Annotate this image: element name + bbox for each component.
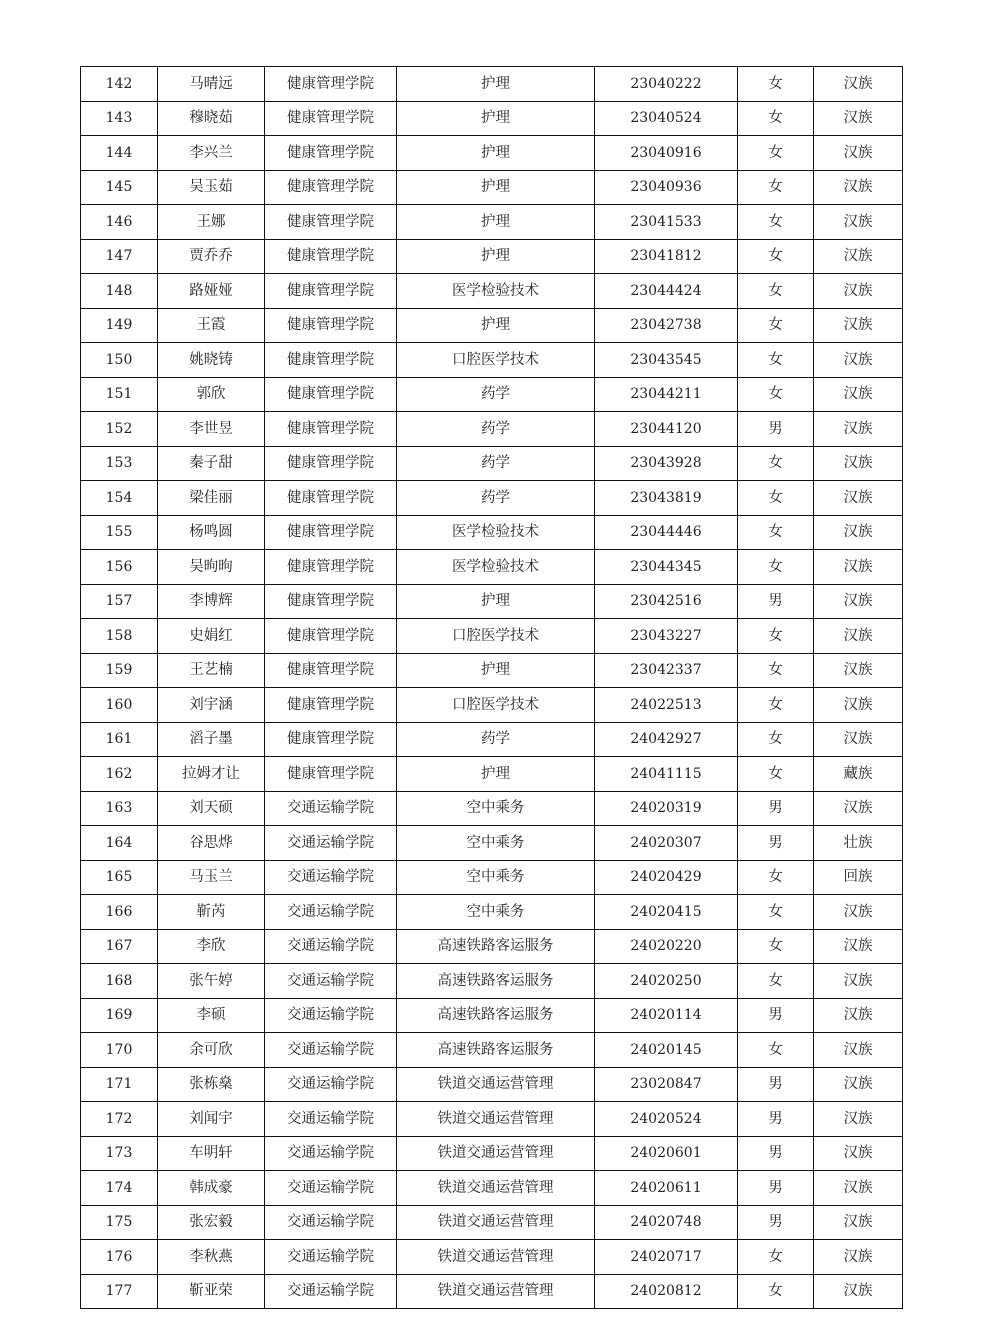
table-row bbox=[81, 205, 903, 240]
student-name-cell: 梁佳丽 bbox=[158, 481, 265, 516]
table-row bbox=[81, 619, 903, 654]
gender-cell: 男 bbox=[738, 1205, 814, 1240]
student-name-cell: 李欣 bbox=[158, 929, 265, 964]
gender-cell: 女 bbox=[738, 1274, 814, 1309]
major-cell: 医学检验技术 bbox=[397, 515, 595, 550]
student-name-cell: 李博辉 bbox=[158, 584, 265, 619]
gender-cell: 男 bbox=[738, 791, 814, 826]
student-name-cell: 刘天硕 bbox=[158, 791, 265, 826]
ethnicity-cell: 汉族 bbox=[814, 343, 903, 378]
major-cell: 护理 bbox=[397, 757, 595, 792]
gender-cell: 男 bbox=[738, 1171, 814, 1206]
student-id-cell: 24020307 bbox=[595, 826, 738, 861]
table-row bbox=[81, 1033, 903, 1068]
gender-cell: 女 bbox=[738, 619, 814, 654]
ethnicity-cell: 汉族 bbox=[814, 377, 903, 412]
gender-cell: 女 bbox=[738, 929, 814, 964]
college-cell: 健康管理学院 bbox=[265, 205, 397, 240]
ethnicity-cell: 汉族 bbox=[814, 1171, 903, 1206]
table-row bbox=[81, 412, 903, 447]
ethnicity-cell: 汉族 bbox=[814, 1205, 903, 1240]
student-id-cell: 24020250 bbox=[595, 964, 738, 999]
table-body bbox=[81, 67, 903, 1309]
student-id-cell: 23040936 bbox=[595, 170, 738, 205]
college-cell: 健康管理学院 bbox=[265, 515, 397, 550]
ethnicity-cell: 汉族 bbox=[814, 446, 903, 481]
row-number-cell: 147 bbox=[81, 239, 158, 274]
ethnicity-cell: 汉族 bbox=[814, 998, 903, 1033]
table-row bbox=[81, 1274, 903, 1309]
major-cell: 空中乘务 bbox=[397, 895, 595, 930]
ethnicity-cell: 汉族 bbox=[814, 1274, 903, 1309]
major-cell: 护理 bbox=[397, 170, 595, 205]
student-name-cell: 李硕 bbox=[158, 998, 265, 1033]
table-row bbox=[81, 653, 903, 688]
row-number-cell: 164 bbox=[81, 826, 158, 861]
major-cell: 铁道交通运营管理 bbox=[397, 1205, 595, 1240]
ethnicity-cell: 汉族 bbox=[814, 1102, 903, 1137]
row-number-cell: 145 bbox=[81, 170, 158, 205]
major-cell: 口腔医学技术 bbox=[397, 688, 595, 723]
gender-cell: 女 bbox=[738, 1033, 814, 1068]
major-cell: 医学检验技术 bbox=[397, 274, 595, 309]
student-name-cell: 张午婷 bbox=[158, 964, 265, 999]
student-id-cell: 24020601 bbox=[595, 1136, 738, 1171]
table-row bbox=[81, 584, 903, 619]
college-cell: 健康管理学院 bbox=[265, 308, 397, 343]
college-cell: 交通运输学院 bbox=[265, 1205, 397, 1240]
college-cell: 健康管理学院 bbox=[265, 481, 397, 516]
row-number-cell: 163 bbox=[81, 791, 158, 826]
student-id-cell: 23020847 bbox=[595, 1067, 738, 1102]
table-row bbox=[81, 1102, 903, 1137]
student-id-cell: 23044120 bbox=[595, 412, 738, 447]
table-row bbox=[81, 550, 903, 585]
student-id-cell: 23043928 bbox=[595, 446, 738, 481]
table-row bbox=[81, 688, 903, 723]
row-number-cell: 171 bbox=[81, 1067, 158, 1102]
gender-cell: 女 bbox=[738, 860, 814, 895]
major-cell: 空中乘务 bbox=[397, 860, 595, 895]
student-id-cell: 23041812 bbox=[595, 239, 738, 274]
table-row bbox=[81, 1136, 903, 1171]
table-row bbox=[81, 895, 903, 930]
table-row bbox=[81, 67, 903, 102]
gender-cell: 女 bbox=[738, 481, 814, 516]
student-id-cell: 23040524 bbox=[595, 101, 738, 136]
student-name-cell: 滔子墨 bbox=[158, 722, 265, 757]
table-row bbox=[81, 998, 903, 1033]
student-name-cell: 马玉兰 bbox=[158, 860, 265, 895]
table-row bbox=[81, 757, 903, 792]
gender-cell: 男 bbox=[738, 826, 814, 861]
student-id-cell: 23040916 bbox=[595, 136, 738, 171]
college-cell: 交通运输学院 bbox=[265, 929, 397, 964]
student-name-cell: 贾乔乔 bbox=[158, 239, 265, 274]
student-name-cell: 拉姆才让 bbox=[158, 757, 265, 792]
major-cell: 药学 bbox=[397, 481, 595, 516]
major-cell: 口腔医学技术 bbox=[397, 619, 595, 654]
table-row bbox=[81, 136, 903, 171]
student-name-cell: 余可欣 bbox=[158, 1033, 265, 1068]
student-id-cell: 24020717 bbox=[595, 1240, 738, 1275]
college-cell: 交通运输学院 bbox=[265, 998, 397, 1033]
row-number-cell: 155 bbox=[81, 515, 158, 550]
gender-cell: 女 bbox=[738, 550, 814, 585]
student-id-cell: 24020748 bbox=[595, 1205, 738, 1240]
gender-cell: 女 bbox=[738, 446, 814, 481]
student-name-cell: 李世昱 bbox=[158, 412, 265, 447]
ethnicity-cell: 汉族 bbox=[814, 1033, 903, 1068]
student-name-cell: 王艺楠 bbox=[158, 653, 265, 688]
major-cell: 护理 bbox=[397, 101, 595, 136]
student-name-cell: 刘宇涵 bbox=[158, 688, 265, 723]
table-row bbox=[81, 929, 903, 964]
student-name-cell: 王霞 bbox=[158, 308, 265, 343]
major-cell: 药学 bbox=[397, 446, 595, 481]
table-row bbox=[81, 791, 903, 826]
major-cell: 护理 bbox=[397, 653, 595, 688]
major-cell: 护理 bbox=[397, 205, 595, 240]
ethnicity-cell: 回族 bbox=[814, 860, 903, 895]
gender-cell: 女 bbox=[738, 757, 814, 792]
major-cell: 护理 bbox=[397, 308, 595, 343]
student-name-cell: 马晴远 bbox=[158, 67, 265, 102]
gender-cell: 女 bbox=[738, 239, 814, 274]
student-id-cell: 23043545 bbox=[595, 343, 738, 378]
row-number-cell: 168 bbox=[81, 964, 158, 999]
table-row bbox=[81, 481, 903, 516]
table-row bbox=[81, 343, 903, 378]
row-number-cell: 153 bbox=[81, 446, 158, 481]
ethnicity-cell: 汉族 bbox=[814, 929, 903, 964]
major-cell: 铁道交通运营管理 bbox=[397, 1136, 595, 1171]
gender-cell: 女 bbox=[738, 688, 814, 723]
row-number-cell: 175 bbox=[81, 1205, 158, 1240]
student-name-cell: 吴昫昫 bbox=[158, 550, 265, 585]
major-cell: 铁道交通运营管理 bbox=[397, 1171, 595, 1206]
student-name-cell: 王娜 bbox=[158, 205, 265, 240]
row-number-cell: 172 bbox=[81, 1102, 158, 1137]
row-number-cell: 142 bbox=[81, 67, 158, 102]
row-number-cell: 148 bbox=[81, 274, 158, 309]
student-name-cell: 刘闻宇 bbox=[158, 1102, 265, 1137]
row-number-cell: 144 bbox=[81, 136, 158, 171]
major-cell: 护理 bbox=[397, 239, 595, 274]
row-number-cell: 160 bbox=[81, 688, 158, 723]
college-cell: 健康管理学院 bbox=[265, 412, 397, 447]
gender-cell: 女 bbox=[738, 343, 814, 378]
student-id-cell: 24020114 bbox=[595, 998, 738, 1033]
ethnicity-cell: 汉族 bbox=[814, 136, 903, 171]
gender-cell: 女 bbox=[738, 170, 814, 205]
student-name-cell: 郭欣 bbox=[158, 377, 265, 412]
ethnicity-cell: 汉族 bbox=[814, 515, 903, 550]
college-cell: 交通运输学院 bbox=[265, 860, 397, 895]
major-cell: 铁道交通运营管理 bbox=[397, 1067, 595, 1102]
college-cell: 健康管理学院 bbox=[265, 101, 397, 136]
row-number-cell: 149 bbox=[81, 308, 158, 343]
college-cell: 交通运输学院 bbox=[265, 826, 397, 861]
row-number-cell: 161 bbox=[81, 722, 158, 757]
ethnicity-cell: 汉族 bbox=[814, 1136, 903, 1171]
student-name-cell: 靳芮 bbox=[158, 895, 265, 930]
major-cell: 口腔医学技术 bbox=[397, 343, 595, 378]
college-cell: 交通运输学院 bbox=[265, 1136, 397, 1171]
row-number-cell: 157 bbox=[81, 584, 158, 619]
ethnicity-cell: 汉族 bbox=[814, 1240, 903, 1275]
college-cell: 交通运输学院 bbox=[265, 1274, 397, 1309]
student-roster-table bbox=[80, 66, 903, 1309]
table-row bbox=[81, 377, 903, 412]
student-id-cell: 24020429 bbox=[595, 860, 738, 895]
table-row bbox=[81, 101, 903, 136]
student-id-cell: 23043227 bbox=[595, 619, 738, 654]
table-row bbox=[81, 722, 903, 757]
student-id-cell: 24020319 bbox=[595, 791, 738, 826]
table-row bbox=[81, 274, 903, 309]
row-number-cell: 166 bbox=[81, 895, 158, 930]
student-name-cell: 韩成豪 bbox=[158, 1171, 265, 1206]
gender-cell: 女 bbox=[738, 377, 814, 412]
ethnicity-cell: 汉族 bbox=[814, 791, 903, 826]
student-id-cell: 24020611 bbox=[595, 1171, 738, 1206]
student-id-cell: 24022513 bbox=[595, 688, 738, 723]
major-cell: 铁道交通运营管理 bbox=[397, 1102, 595, 1137]
major-cell: 高速铁路客运服务 bbox=[397, 1033, 595, 1068]
ethnicity-cell: 汉族 bbox=[814, 688, 903, 723]
row-number-cell: 167 bbox=[81, 929, 158, 964]
college-cell: 健康管理学院 bbox=[265, 239, 397, 274]
student-name-cell: 谷思烨 bbox=[158, 826, 265, 861]
college-cell: 健康管理学院 bbox=[265, 136, 397, 171]
college-cell: 健康管理学院 bbox=[265, 446, 397, 481]
student-id-cell: 23041533 bbox=[595, 205, 738, 240]
college-cell: 健康管理学院 bbox=[265, 584, 397, 619]
row-number-cell: 146 bbox=[81, 205, 158, 240]
student-name-cell: 吴玉茹 bbox=[158, 170, 265, 205]
ethnicity-cell: 汉族 bbox=[814, 412, 903, 447]
student-id-cell: 23042738 bbox=[595, 308, 738, 343]
student-id-cell: 23040222 bbox=[595, 67, 738, 102]
table-row bbox=[81, 515, 903, 550]
gender-cell: 女 bbox=[738, 136, 814, 171]
student-name-cell: 路娅娅 bbox=[158, 274, 265, 309]
ethnicity-cell: 汉族 bbox=[814, 170, 903, 205]
student-name-cell: 穆晓茹 bbox=[158, 101, 265, 136]
ethnicity-cell: 汉族 bbox=[814, 239, 903, 274]
row-number-cell: 151 bbox=[81, 377, 158, 412]
major-cell: 护理 bbox=[397, 584, 595, 619]
table-row bbox=[81, 1240, 903, 1275]
table-row bbox=[81, 860, 903, 895]
row-number-cell: 154 bbox=[81, 481, 158, 516]
college-cell: 健康管理学院 bbox=[265, 274, 397, 309]
student-name-cell: 杨鸣圆 bbox=[158, 515, 265, 550]
gender-cell: 女 bbox=[738, 101, 814, 136]
row-number-cell: 158 bbox=[81, 619, 158, 654]
row-number-cell: 143 bbox=[81, 101, 158, 136]
major-cell: 药学 bbox=[397, 722, 595, 757]
major-cell: 护理 bbox=[397, 136, 595, 171]
student-id-cell: 23044446 bbox=[595, 515, 738, 550]
gender-cell: 男 bbox=[738, 412, 814, 447]
student-id-cell: 23044424 bbox=[595, 274, 738, 309]
student-id-cell: 23042337 bbox=[595, 653, 738, 688]
row-number-cell: 159 bbox=[81, 653, 158, 688]
student-name-cell: 张栋燊 bbox=[158, 1067, 265, 1102]
gender-cell: 女 bbox=[738, 1240, 814, 1275]
ethnicity-cell: 汉族 bbox=[814, 1067, 903, 1102]
college-cell: 健康管理学院 bbox=[265, 722, 397, 757]
college-cell: 交通运输学院 bbox=[265, 964, 397, 999]
student-name-cell: 史娟红 bbox=[158, 619, 265, 654]
college-cell: 健康管理学院 bbox=[265, 550, 397, 585]
major-cell: 护理 bbox=[397, 67, 595, 102]
table-row bbox=[81, 1171, 903, 1206]
row-number-cell: 156 bbox=[81, 550, 158, 585]
major-cell: 空中乘务 bbox=[397, 791, 595, 826]
college-cell: 健康管理学院 bbox=[265, 757, 397, 792]
gender-cell: 女 bbox=[738, 308, 814, 343]
ethnicity-cell: 汉族 bbox=[814, 550, 903, 585]
table-row bbox=[81, 964, 903, 999]
ethnicity-cell: 汉族 bbox=[814, 722, 903, 757]
table-row bbox=[81, 446, 903, 481]
gender-cell: 女 bbox=[738, 722, 814, 757]
college-cell: 健康管理学院 bbox=[265, 67, 397, 102]
gender-cell: 女 bbox=[738, 895, 814, 930]
gender-cell: 女 bbox=[738, 653, 814, 688]
student-name-cell: 靳亚荣 bbox=[158, 1274, 265, 1309]
student-id-cell: 23044345 bbox=[595, 550, 738, 585]
college-cell: 交通运输学院 bbox=[265, 1240, 397, 1275]
college-cell: 交通运输学院 bbox=[265, 1033, 397, 1068]
student-name-cell: 姚晓铸 bbox=[158, 343, 265, 378]
major-cell: 高速铁路客运服务 bbox=[397, 929, 595, 964]
student-name-cell: 车明轩 bbox=[158, 1136, 265, 1171]
row-number-cell: 152 bbox=[81, 412, 158, 447]
row-number-cell: 177 bbox=[81, 1274, 158, 1309]
table-row bbox=[81, 826, 903, 861]
student-id-cell: 24041115 bbox=[595, 757, 738, 792]
gender-cell: 男 bbox=[738, 1136, 814, 1171]
college-cell: 交通运输学院 bbox=[265, 1102, 397, 1137]
student-id-cell: 23043819 bbox=[595, 481, 738, 516]
student-id-cell: 24020524 bbox=[595, 1102, 738, 1137]
ethnicity-cell: 汉族 bbox=[814, 964, 903, 999]
major-cell: 空中乘务 bbox=[397, 826, 595, 861]
row-number-cell: 173 bbox=[81, 1136, 158, 1171]
row-number-cell: 176 bbox=[81, 1240, 158, 1275]
college-cell: 交通运输学院 bbox=[265, 1067, 397, 1102]
table-row bbox=[81, 170, 903, 205]
major-cell: 铁道交通运营管理 bbox=[397, 1240, 595, 1275]
student-name-cell: 秦子甜 bbox=[158, 446, 265, 481]
gender-cell: 男 bbox=[738, 584, 814, 619]
ethnicity-cell: 汉族 bbox=[814, 67, 903, 102]
ethnicity-cell: 壮族 bbox=[814, 826, 903, 861]
row-number-cell: 150 bbox=[81, 343, 158, 378]
ethnicity-cell: 汉族 bbox=[814, 653, 903, 688]
major-cell: 医学检验技术 bbox=[397, 550, 595, 585]
student-name-cell: 李秋燕 bbox=[158, 1240, 265, 1275]
table-row bbox=[81, 308, 903, 343]
student-id-cell: 24020145 bbox=[595, 1033, 738, 1068]
ethnicity-cell: 汉族 bbox=[814, 619, 903, 654]
gender-cell: 女 bbox=[738, 964, 814, 999]
ethnicity-cell: 汉族 bbox=[814, 481, 903, 516]
table-row bbox=[81, 239, 903, 274]
college-cell: 交通运输学院 bbox=[265, 1171, 397, 1206]
student-id-cell: 23042516 bbox=[595, 584, 738, 619]
college-cell: 交通运输学院 bbox=[265, 895, 397, 930]
major-cell: 药学 bbox=[397, 377, 595, 412]
gender-cell: 女 bbox=[738, 274, 814, 309]
college-cell: 健康管理学院 bbox=[265, 377, 397, 412]
major-cell: 铁道交通运营管理 bbox=[397, 1274, 595, 1309]
college-cell: 健康管理学院 bbox=[265, 343, 397, 378]
row-number-cell: 174 bbox=[81, 1171, 158, 1206]
gender-cell: 男 bbox=[738, 998, 814, 1033]
gender-cell: 女 bbox=[738, 67, 814, 102]
table-row bbox=[81, 1205, 903, 1240]
row-number-cell: 165 bbox=[81, 860, 158, 895]
ethnicity-cell: 汉族 bbox=[814, 205, 903, 240]
college-cell: 健康管理学院 bbox=[265, 653, 397, 688]
ethnicity-cell: 汉族 bbox=[814, 101, 903, 136]
ethnicity-cell: 汉族 bbox=[814, 274, 903, 309]
row-number-cell: 170 bbox=[81, 1033, 158, 1068]
gender-cell: 男 bbox=[738, 1067, 814, 1102]
student-name-cell: 张宏毅 bbox=[158, 1205, 265, 1240]
table-row bbox=[81, 1067, 903, 1102]
row-number-cell: 169 bbox=[81, 998, 158, 1033]
college-cell: 健康管理学院 bbox=[265, 688, 397, 723]
college-cell: 健康管理学院 bbox=[265, 170, 397, 205]
gender-cell: 女 bbox=[738, 515, 814, 550]
student-id-cell: 24020220 bbox=[595, 929, 738, 964]
gender-cell: 女 bbox=[738, 205, 814, 240]
ethnicity-cell: 汉族 bbox=[814, 584, 903, 619]
major-cell: 高速铁路客运服务 bbox=[397, 998, 595, 1033]
ethnicity-cell: 汉族 bbox=[814, 308, 903, 343]
ethnicity-cell: 汉族 bbox=[814, 895, 903, 930]
student-id-cell: 23044211 bbox=[595, 377, 738, 412]
student-id-cell: 24020415 bbox=[595, 895, 738, 930]
student-name-cell: 李兴兰 bbox=[158, 136, 265, 171]
college-cell: 交通运输学院 bbox=[265, 791, 397, 826]
ethnicity-cell: 藏族 bbox=[814, 757, 903, 792]
student-id-cell: 24042927 bbox=[595, 722, 738, 757]
student-id-cell: 24020812 bbox=[595, 1274, 738, 1309]
major-cell: 药学 bbox=[397, 412, 595, 447]
gender-cell: 男 bbox=[738, 1102, 814, 1137]
college-cell: 健康管理学院 bbox=[265, 619, 397, 654]
row-number-cell: 162 bbox=[81, 757, 158, 792]
major-cell: 高速铁路客运服务 bbox=[397, 964, 595, 999]
